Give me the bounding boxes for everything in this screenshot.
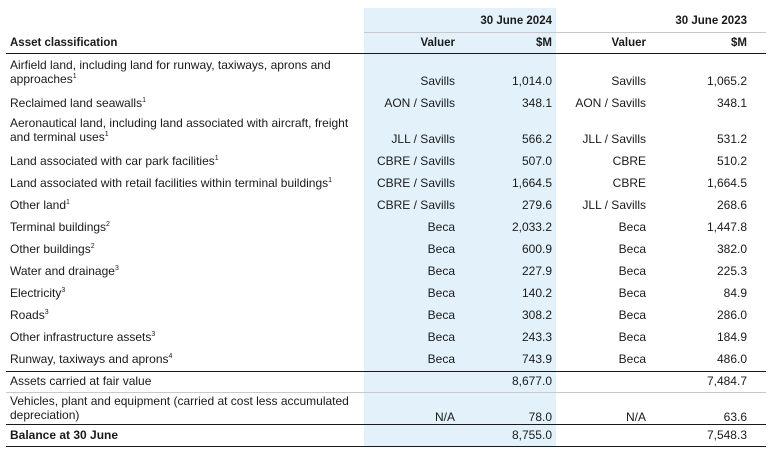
valuer-2024-cell: Beca [427, 264, 455, 278]
valuer-2024-cell: CBRE / Savills [376, 198, 455, 212]
asset-label-text: Terminal buildings [10, 220, 107, 234]
valuer-2024-cell: Beca [427, 242, 455, 256]
footnote-marker: 3 [44, 309, 49, 316]
total-label: Balance at 30 June [10, 428, 119, 442]
asset-label-text: Land associated with retail facilities within terminal buildings [10, 176, 329, 190]
asset-label [10, 286, 355, 300]
valuer-2024-cell: N/A [434, 410, 455, 424]
asset-label [10, 96, 355, 110]
table-row [6, 348, 766, 370]
total-2024-cell: 8,755.0 [511, 428, 552, 442]
amount-2023-cell: 286.0 [716, 308, 747, 322]
table-row [6, 216, 766, 238]
footnote-marker: 3 [114, 265, 119, 272]
amount-2024-cell: 566.2 [521, 132, 552, 146]
valuer-2024-cell: AON / Savills [384, 96, 455, 110]
asset-label-text: Electricity [10, 286, 62, 300]
asset-label [10, 374, 355, 388]
table-row [6, 282, 766, 304]
amount-2023-cell: 7,484.7 [706, 374, 747, 388]
asset-label-text: Vehicles, plant and equipment (carried at cost less accumulated depreciation) [10, 394, 349, 422]
valuer-2023-cell: JLL / Savills [582, 132, 646, 146]
amount-2023-cell: 268.6 [716, 198, 747, 212]
amount-2024-cell: 1,664.5 [511, 176, 552, 190]
table-row [6, 150, 766, 172]
period-2024-header: 30 June 2024 [480, 15, 552, 27]
amount-2023-cell: 1,447.8 [706, 220, 747, 234]
asset-label [10, 176, 355, 190]
amount-2024-cell: 308.2 [521, 308, 552, 322]
amount-2023-cell: 382.0 [716, 242, 747, 256]
valuer-2023-cell: Beca [618, 286, 646, 300]
amount-2023-cell: 486.0 [716, 352, 747, 366]
asset-label [10, 308, 355, 322]
footnote-marker: 3 [151, 331, 156, 338]
valuer-2023-cell: Beca [618, 352, 646, 366]
footnote-marker: 2 [90, 243, 95, 250]
amount-2024-cell: 140.2 [521, 286, 552, 300]
valuer-2024-cell: Beca [427, 286, 455, 300]
amount-2024-cell: 243.3 [521, 330, 552, 344]
valuer-2024-cell: Beca [427, 308, 455, 322]
asset-label [10, 394, 355, 422]
valuer-2023-cell: Beca [618, 330, 646, 344]
amount-2024-cell: 279.6 [521, 198, 552, 212]
asset-label-text: Roads [10, 308, 45, 322]
footnote-marker: 1 [66, 199, 70, 206]
asset-label [10, 116, 355, 144]
valuer-2023-cell: N/A [625, 410, 646, 424]
asset-label [10, 58, 355, 86]
valuer-2024-cell: CBRE / Savills [376, 176, 455, 190]
total-row [6, 426, 766, 446]
footnote-marker: 1 [214, 155, 219, 162]
table-row [6, 238, 766, 260]
table-row [6, 370, 766, 392]
amount-2024-cell: 2,033.2 [511, 220, 552, 234]
valuer-2023-cell: Beca [618, 264, 646, 278]
amount-2023-cell: 1,065.2 [706, 74, 747, 88]
valuer-2023-cell: Beca [618, 220, 646, 234]
asset-label-text: Assets carried at fair value [10, 374, 152, 388]
amount-2024-cell: 1,014.0 [511, 74, 552, 88]
valuer-2024-cell: Savills [420, 74, 455, 88]
total-2023-cell: 7,548.3 [706, 428, 747, 442]
table-row [6, 114, 766, 148]
asset-label-text: Water and drainage [10, 264, 115, 278]
valuer-2023-cell: CBRE [612, 154, 646, 168]
amount-2023-cell: 531.2 [716, 132, 747, 146]
period-2023-header: 30 June 2023 [675, 15, 747, 27]
valuer-2024-header: Valuer [420, 37, 455, 49]
asset-label [10, 220, 355, 234]
unit-2023-header: $M [731, 37, 747, 49]
asset-classification-header: Asset classification [10, 37, 118, 49]
valuer-2023-cell: Savills [611, 74, 646, 88]
asset-label-text: Other buildings [10, 242, 91, 256]
table-row [6, 304, 766, 326]
asset-label-text: Airfield land, including land for runway, taxiways, aprons and approaches [10, 58, 331, 86]
header-divider-top [364, 32, 766, 33]
amount-2023-cell: 225.3 [716, 264, 747, 278]
table-row [6, 326, 766, 348]
valuer-2023-cell: JLL / Savills [582, 198, 646, 212]
total-divider-bottom [6, 446, 766, 447]
valuer-2024-cell: Beca [427, 330, 455, 344]
valuer-2024-cell: Beca [427, 220, 455, 234]
amount-2023-cell: 63.6 [723, 410, 747, 424]
asset-label-text: Reclaimed land seawalls [10, 96, 143, 110]
table-row [6, 392, 766, 426]
amount-2023-cell: 184.9 [716, 330, 747, 344]
asset-label [10, 330, 355, 344]
table-row [6, 172, 766, 194]
table-row [6, 194, 766, 216]
amount-2023-cell: 510.2 [716, 154, 747, 168]
amount-2024-cell: 743.9 [521, 352, 552, 366]
asset-label-text: Land associated with car park facilities [10, 154, 215, 168]
footnote-marker: 3 [61, 287, 66, 294]
valuer-2023-cell: Beca [618, 308, 646, 322]
asset-label-text: Aeronautical land, including land associated with aircraft, freight and terminal uses [10, 116, 349, 144]
valuer-2023-cell: Beca [618, 242, 646, 256]
footnote-marker: 2 [106, 221, 110, 228]
table-row [6, 92, 766, 114]
total-divider-top [6, 424, 766, 425]
amount-2023-cell: 1,664.5 [706, 176, 747, 190]
amount-2024-cell: 348.1 [521, 96, 552, 110]
table-row [6, 56, 766, 90]
asset-label [10, 264, 355, 278]
footnote-marker: 1 [142, 97, 146, 104]
valuer-2024-cell: JLL / Savills [391, 132, 455, 146]
header-divider [6, 53, 766, 54]
asset-label [10, 154, 355, 168]
table-row [6, 260, 766, 282]
amount-2024-cell: 8,677.0 [511, 374, 552, 388]
asset-label-text: Other infrastructure assets [10, 330, 152, 344]
unit-2024-header: $M [536, 37, 552, 49]
asset-label [10, 352, 355, 366]
asset-label [10, 198, 355, 212]
amount-2023-cell: 348.1 [716, 96, 747, 110]
footnote-marker: 1 [104, 131, 109, 138]
amount-2024-cell: 600.9 [521, 242, 552, 256]
amount-2024-cell: 507.0 [521, 154, 552, 168]
valuer-2023-header: Valuer [611, 37, 646, 49]
footnote-marker: 4 [168, 353, 173, 360]
asset-label-text: Other land [10, 198, 67, 212]
asset-label [10, 242, 355, 256]
valuer-2023-cell: AON / Savills [575, 96, 646, 110]
amount-2023-cell: 84.9 [723, 286, 747, 300]
footnote-marker: 1 [328, 177, 333, 184]
valuer-2024-cell: CBRE / Savills [376, 154, 455, 168]
valuer-2024-cell: Beca [427, 352, 455, 366]
footnote-marker: 1 [72, 73, 77, 80]
amount-2024-cell: 227.9 [521, 264, 552, 278]
asset-label-text: Runway, taxiways and aprons [10, 352, 169, 366]
amount-2024-cell: 78.0 [528, 410, 552, 424]
valuer-2023-cell: CBRE [612, 176, 646, 190]
